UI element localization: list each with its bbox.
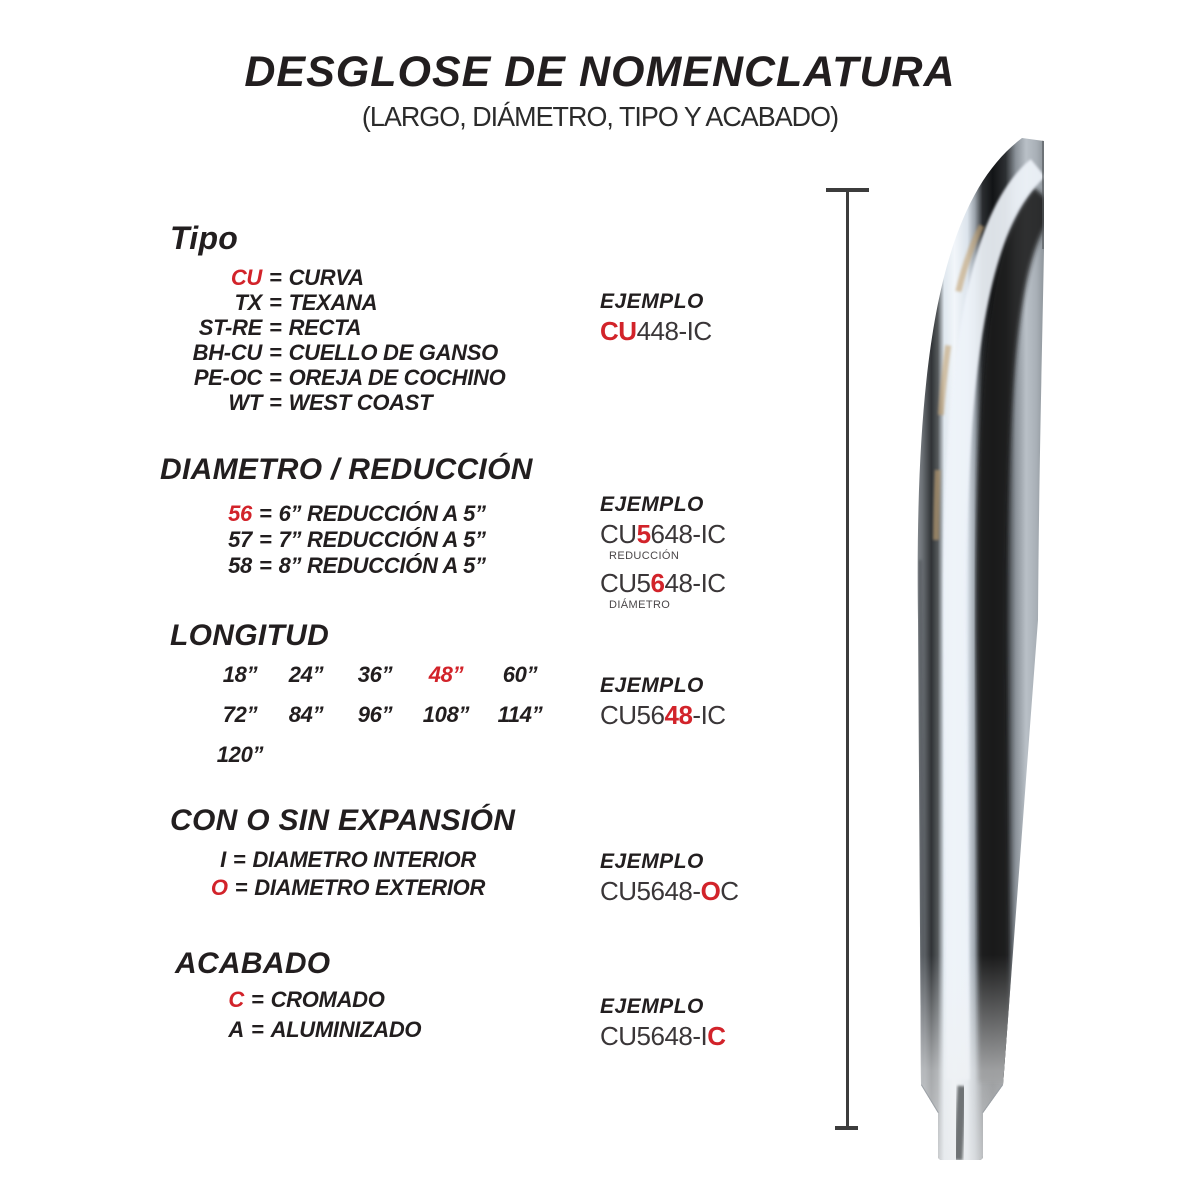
expansion-list [170,847,526,903]
length-value: 84” [288,702,324,727]
length-value: 18” [222,662,258,687]
example-acabado [600,995,820,1052]
code-58: 58 [228,553,252,578]
example-label: EJEMPLO [600,995,704,1018]
length-value: 114” [497,702,543,727]
diametro-list [172,501,486,579]
list-item: 56 = 6” REDUCCIÓN A 5” [172,501,486,527]
section-heading-tipo: Tipo [170,220,239,256]
tipo-list [170,265,505,415]
section-heading-expansion: CON O SIN EXPANSIÓN [170,804,516,837]
example-longitud [600,674,820,731]
example-diametro [600,493,820,611]
example-expansion [600,850,820,907]
code-57: 57 [228,527,252,552]
list-item: 58 = 8” REDUCCIÓN A 5” [172,553,486,579]
code-pe-oc: PE-OC [193,365,262,390]
length-value: 36” [357,662,393,687]
list-item: A = ALUMINIZADO [222,1017,421,1047]
length-measure-line [846,190,849,1129]
pipe-bottom-fade [900,950,1070,1175]
section-heading-acabado: ACABADO [175,947,331,980]
longitud-grid [208,662,558,782]
list-item: 57 = 7” REDUCCIÓN A 5” [172,527,486,553]
pipe-tube-streak [958,1086,962,1160]
code-c: C [228,987,244,1012]
list-item: O = DIAMETRO EXTERIOR [210,875,486,900]
list-item: CU = CURVA [170,265,505,290]
section-heading-longitud: LONGITUD [170,619,330,652]
example-code: CU5648-OC [600,876,739,906]
example-label: EJEMPLO [600,493,704,516]
example-label: EJEMPLO [600,290,704,313]
example-label: EJEMPLO [600,674,704,697]
chrome-exhaust-stack-image [900,130,1070,1175]
acabado-list [222,987,421,1047]
example-code-reduccion: CU5648-IC [600,519,726,549]
length-value: 72” [222,702,258,727]
list-item: C = CROMADO [222,987,421,1017]
list-item: PE-OC = OREJA DE COCHINO [170,365,505,390]
page-subtitle: (LARGO, DIÁMETRO, TIPO Y ACABADO) [361,101,839,132]
measure-cap-bottom [835,1126,858,1130]
code-wt: WT [228,390,262,415]
length-value: 60” [502,662,538,687]
code-i: I [220,847,226,872]
list-item: TX = TEXANA [170,290,505,315]
length-value: 96” [357,702,393,727]
code-tx: TX [234,290,262,315]
example-code: CU5648-IC [600,700,726,730]
list-item: BH-CU = CUELLO DE GANSO [170,340,505,365]
example-code-diametro: CU5648-IC [600,568,726,598]
example-code: CU5648-IC [600,1021,726,1051]
code-o: O [210,875,228,900]
example-note-reduccion: REDUCCIÓN [609,550,680,562]
code-bh-cu: BH-CU [192,340,262,365]
code-cu: CU [230,265,262,290]
example-tipo [600,290,820,347]
code-st-re: ST-RE [198,315,262,340]
code-56: 56 [228,501,252,526]
list-item: ST-RE = RECTA [170,315,505,340]
section-heading-diametro: DIAMETRO / REDUCCIÓN [160,453,533,486]
length-value: 108” [422,702,470,727]
example-code: CU448-IC [600,316,712,346]
length-value: 120” [216,742,264,767]
length-value-highlighted: 48” [428,662,464,687]
example-label: EJEMPLO [600,850,704,873]
page-title: DESGLOSE DE NOMENCLATURA [244,48,956,96]
length-value: 24” [288,662,324,687]
code-a: A [228,1017,244,1042]
example-note-diametro: DIÁMETRO [609,599,671,611]
list-item: WT = WEST COAST [170,390,505,415]
list-item: I = DIAMETRO INTERIOR [220,847,476,872]
